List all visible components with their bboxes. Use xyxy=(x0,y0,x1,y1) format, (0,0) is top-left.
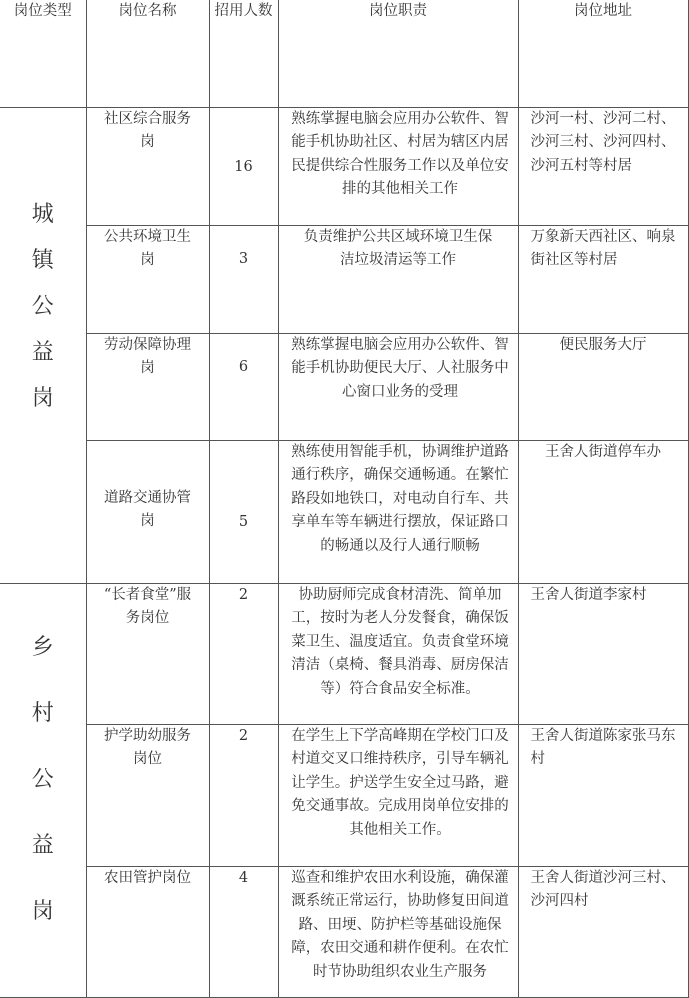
job-duty: 熟练使用智能手机，协调维护道路通行秩序，确保交通畅通。在繁忙路段如地铁口，对电动自行车、共享单车等车辆进行摆放，保证路口的畅通以及行人通行顺畅 xyxy=(278,440,518,583)
header-duty: 岗位职责 xyxy=(278,0,518,107)
job-address: 王舍人街道沙河三村、沙河四村 xyxy=(518,866,688,997)
table-row xyxy=(0,225,688,333)
job-address: 便民服务大厅 xyxy=(518,333,688,440)
job-name: 农田管护岗位 xyxy=(86,866,209,997)
job-address: 王舍人街道停车办 xyxy=(518,440,688,583)
job-name: 道路交通协管岗 xyxy=(86,440,209,583)
category-char: 城 xyxy=(31,201,54,227)
job-name: 劳动保障协理岗 xyxy=(86,333,209,440)
job-count: 2 xyxy=(209,724,278,866)
job-duty: 在学生上下学高峰期在学校门口及村道交叉口维持秩序，引导车辆礼让学生。护送学生安全过马路，避免交通事故。完成用岗单位安排的其他相关工作。 xyxy=(278,724,518,866)
table-row xyxy=(0,440,688,583)
header-address: 岗位地址 xyxy=(518,0,688,107)
job-duty: 熟练掌握电脑会应用办公软件、智能手机协助便民大厅、人社服务中心窗口业务的受理 xyxy=(278,333,518,440)
job-duty: 巡查和维护农田水利设施，确保灌溉系统正常运行，协助修复田间道路、田埂、防护栏等基础设施保障，农田交通和耕作便利。在农忙时节协助组织农业生产服务 xyxy=(278,866,518,997)
job-count: 2 xyxy=(209,583,278,724)
header-type: 岗位类型 xyxy=(0,0,86,107)
job-address: 王舍人街道陈家张马东村 xyxy=(518,724,688,866)
table-row xyxy=(0,583,688,724)
job-name: 公共环境卫生岗 xyxy=(86,225,209,333)
category-char: 岗 xyxy=(31,385,54,411)
category-char: 岗 xyxy=(31,898,54,924)
job-address: 万象新天西社区、响泉街社区等村居 xyxy=(518,225,688,333)
job-duty: 协助厨师完成食材清洗、简单加工，按时为老人分发餐食，确保饭菜卫生、温度适宜。负责食堂环境清洁（桌椅、餐具消毒、厨房保洁等）符合食品安全标准。 xyxy=(278,583,518,724)
category-char: 村 xyxy=(31,700,54,726)
job-count: 6 xyxy=(209,333,278,440)
table-row xyxy=(0,866,688,997)
job-address: 沙河一村、沙河二村、沙河三村、沙河四村、沙河五村等村居 xyxy=(518,107,688,225)
job-duty: 负责维护公共区域环境卫生保洁垃圾清运等工作 xyxy=(278,225,518,333)
category-char: 镇 xyxy=(31,247,54,273)
header-row xyxy=(0,0,688,107)
job-count: 16 xyxy=(209,107,278,225)
category-rural xyxy=(0,583,86,997)
header-count: 招用人数 xyxy=(209,0,278,107)
table-row xyxy=(0,333,688,440)
table-row xyxy=(0,724,688,866)
job-duty: 熟练掌握电脑会应用办公软件、智能手机协助社区、村居为辖区内居民提供综合性服务工作以及单位安排的其他相关工作 xyxy=(278,107,518,225)
job-count: 3 xyxy=(209,225,278,333)
category-urban xyxy=(0,107,86,583)
job-name: 社区综合服务岗 xyxy=(86,107,209,225)
job-count: 4 xyxy=(209,866,278,997)
header-name: 岗位名称 xyxy=(86,0,209,107)
category-char: 乡 xyxy=(31,634,54,660)
category-char: 公 xyxy=(31,293,54,319)
category-char: 公 xyxy=(31,766,54,792)
category-char: 益 xyxy=(31,339,54,365)
category-char: 益 xyxy=(31,832,54,858)
table-row xyxy=(0,107,688,225)
job-address: 王舍人街道李家村 xyxy=(518,583,688,724)
job-name: “长者食堂”服务岗位 xyxy=(86,583,209,724)
job-count: 5 xyxy=(209,440,278,583)
job-name: 护学助幼服务岗位 xyxy=(86,724,209,866)
